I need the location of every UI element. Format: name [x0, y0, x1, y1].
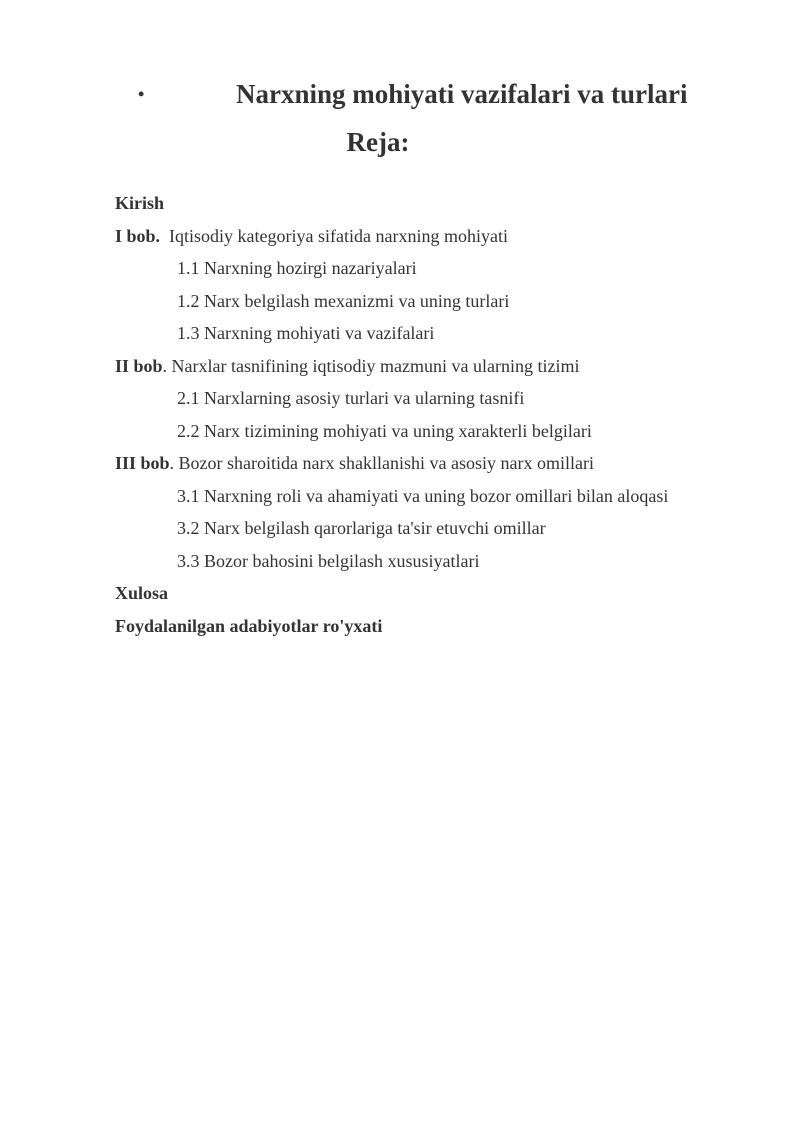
chapter-2-label: II bob	[115, 355, 163, 376]
document-title: Narxning mohiyati vazifalari va turlari	[236, 79, 688, 109]
title-row	[0, 76, 800, 112]
toc-section-3-3: 3.3 Bozor bahosini belgilash xususiyatlari	[177, 550, 480, 571]
toc-chapter-3	[115, 447, 775, 480]
toc-section-2-1: 2.1 Narxlarning asosiy turlari va ularning tasnifi	[177, 388, 525, 408]
toc-section-1-3: 1.3 Narxning mohiyati va vazifalari	[177, 323, 435, 343]
chapter-1-label: I bob.	[115, 225, 161, 246]
toc-section-1-2: 1.2 Narx belgilash mexanizmi va uning turlari	[177, 290, 510, 311]
toc-section-1-1: 1.1 Narxning hozirgi nazariyalari	[177, 258, 417, 278]
toc-chapter-1	[115, 220, 775, 253]
table-of-contents	[115, 187, 775, 642]
chapter-1-title: Iqtisodiy kategoriya sifatida narxning mohiyati	[160, 225, 508, 246]
toc-section-2-2: 2.2 Narx tizimining mohiyati va uning xarakterli belgilari	[177, 420, 592, 441]
toc-conclusion: Xulosa	[115, 583, 169, 603]
chapter-2-title: . Narxlar tasnifining iqtisodiy mazmuni va ularning tizimi	[162, 355, 580, 376]
toc-intro: Kirish	[115, 193, 165, 213]
chapter-3-title: . Bozor sharoitida narx shakllanishi va asosiy narx omillari	[169, 453, 594, 473]
title-bullet: •	[138, 84, 145, 104]
chapter-3-label: III bob	[115, 453, 170, 473]
toc-section-3-1: 3.1 Narxning roli va ahamiyati va uning bozor omillari bilan aloqasi	[177, 485, 669, 506]
plan-heading: Reja:	[346, 127, 410, 157]
toc-section-3-2: 3.2 Narx belgilash qarorlariga ta'sir etuvchi omillar	[177, 518, 546, 538]
toc-chapter-2	[115, 350, 775, 383]
toc-references: Foydalanilgan adabiyotlar ro'yxati	[115, 615, 383, 636]
